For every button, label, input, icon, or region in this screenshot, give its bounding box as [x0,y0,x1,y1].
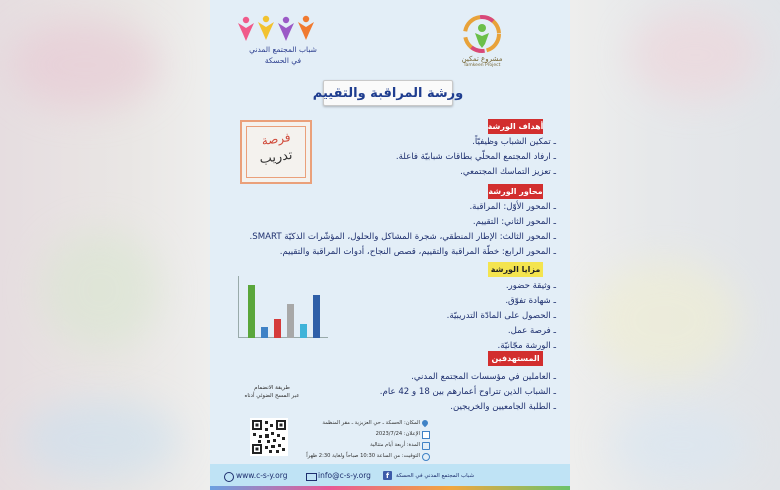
chart-bar [313,295,320,338]
list-item: ـ الورشة مجّانيّة. [497,341,556,351]
background-right [570,0,780,490]
project-subtitle: Tamkeen Project [463,63,501,68]
location-icon [421,419,429,427]
stamp-line1: فرصة [260,130,292,148]
list-item: ـ المحور الثاني: التقييم. [472,217,556,227]
list-item: ـ المحور الثالث: الإطار المنطقي، شجرة المشاكل والحلول، المؤشّرات الذكيّة SMART. [249,232,556,242]
project-logo-icon [460,14,504,56]
footer-facebook-link[interactable]: شباب المجتمع المدني في الحسكة [396,473,475,479]
list-item: ـ تعزيز التماسك المجتمعي. [460,167,556,177]
list-item: ـ فرصة عمل. [507,326,556,336]
calendar-icon [422,431,430,439]
axes-heading: محاور الورشة [488,184,543,199]
list-item: ـ تمكين الشباب وظيفيّاً. [472,137,556,147]
chart-bar [274,319,281,338]
footer-email-link[interactable]: info@c-s-y.org [318,471,371,480]
list-item: ـ ارفاد المجتمع المحلّي بطاقات شبابيّة فاعلة. [395,152,556,162]
blur-blob [40,230,160,350]
page-title: ورشة المراقبة والتقييم [312,85,464,101]
axes-list [250,200,557,260]
clock-icon [422,453,430,461]
target-list [380,370,556,415]
blur-blob [610,410,750,480]
goals-heading: أهداف الورشة [488,119,543,134]
duration-icon [422,442,430,450]
goals-list [396,135,556,180]
blur-blob [20,400,180,480]
org-logo-icon [232,14,324,44]
poster [210,0,570,490]
blur-blob [10,20,160,110]
title-box [312,80,464,106]
benefits-list [447,279,556,354]
list-item: ـ المحور الأوّل: المراقبة. [469,202,556,212]
info-place: المكان: الحسكة ـ حي العزيزية ـ مقر المنظمة [322,420,420,426]
info-date: الإعلان: 2023/7/24 [375,431,420,437]
list-item: ـ الطلبة الجامعيين والخريجين. [450,402,556,412]
facebook-icon: f [383,471,392,480]
chart-bar [300,324,307,338]
org-name-line1: شباب المجتمع المدني [249,45,317,54]
training-stamp [240,120,312,184]
email-icon [306,473,317,481]
blur-blob [590,260,740,380]
list-item: ـ شهادة تفوّق. [505,296,556,306]
list-item: ـ وثيقة حضور. [505,281,556,291]
blur-blob [630,10,760,100]
project-name: مشروع تمكين [461,55,503,63]
qr-code-icon[interactable] [250,418,288,456]
info-duration: المدة: أربعة أيام متتالية [370,442,420,448]
target-heading: المستهدفين [488,351,543,366]
org-name-line2: في الحسكة [264,56,302,65]
chart-bar [261,327,268,338]
chart-bar [287,304,294,338]
footer-website-link[interactable]: www.c-s-y.org [236,471,288,480]
stamp-line2: تدريب [258,147,294,168]
list-item: ـ الحصول على المادّة التدريبيّة. [446,311,556,321]
background-left [0,0,210,490]
list-item: ـ العاملين في مؤسسات المجتمع المدني. [411,372,556,382]
info-time: التوقيت: من الساعة 10:30 صباحاً ولغاية 2:30 ظهراً [306,453,420,459]
footer-color-strip [210,486,570,490]
decor-bar-chart [238,276,328,338]
globe-icon [224,472,234,482]
qr-caption-line2: عبر المسح الضوئي أدناه [244,393,300,399]
list-item: ـ المحور الرابع: خطّة المراقبة والتقييم، قصص النجاح، أدوات المراقبة والتقييم. [279,247,556,257]
benefits-heading: مزايا الورشة [488,262,543,277]
chart-bar [248,285,255,338]
list-item: ـ الشباب الذين تتراوح أعمارهم بين 18 و 42 عام. [379,387,556,397]
qr-caption-line1: طريقة الانضمام [254,385,290,391]
